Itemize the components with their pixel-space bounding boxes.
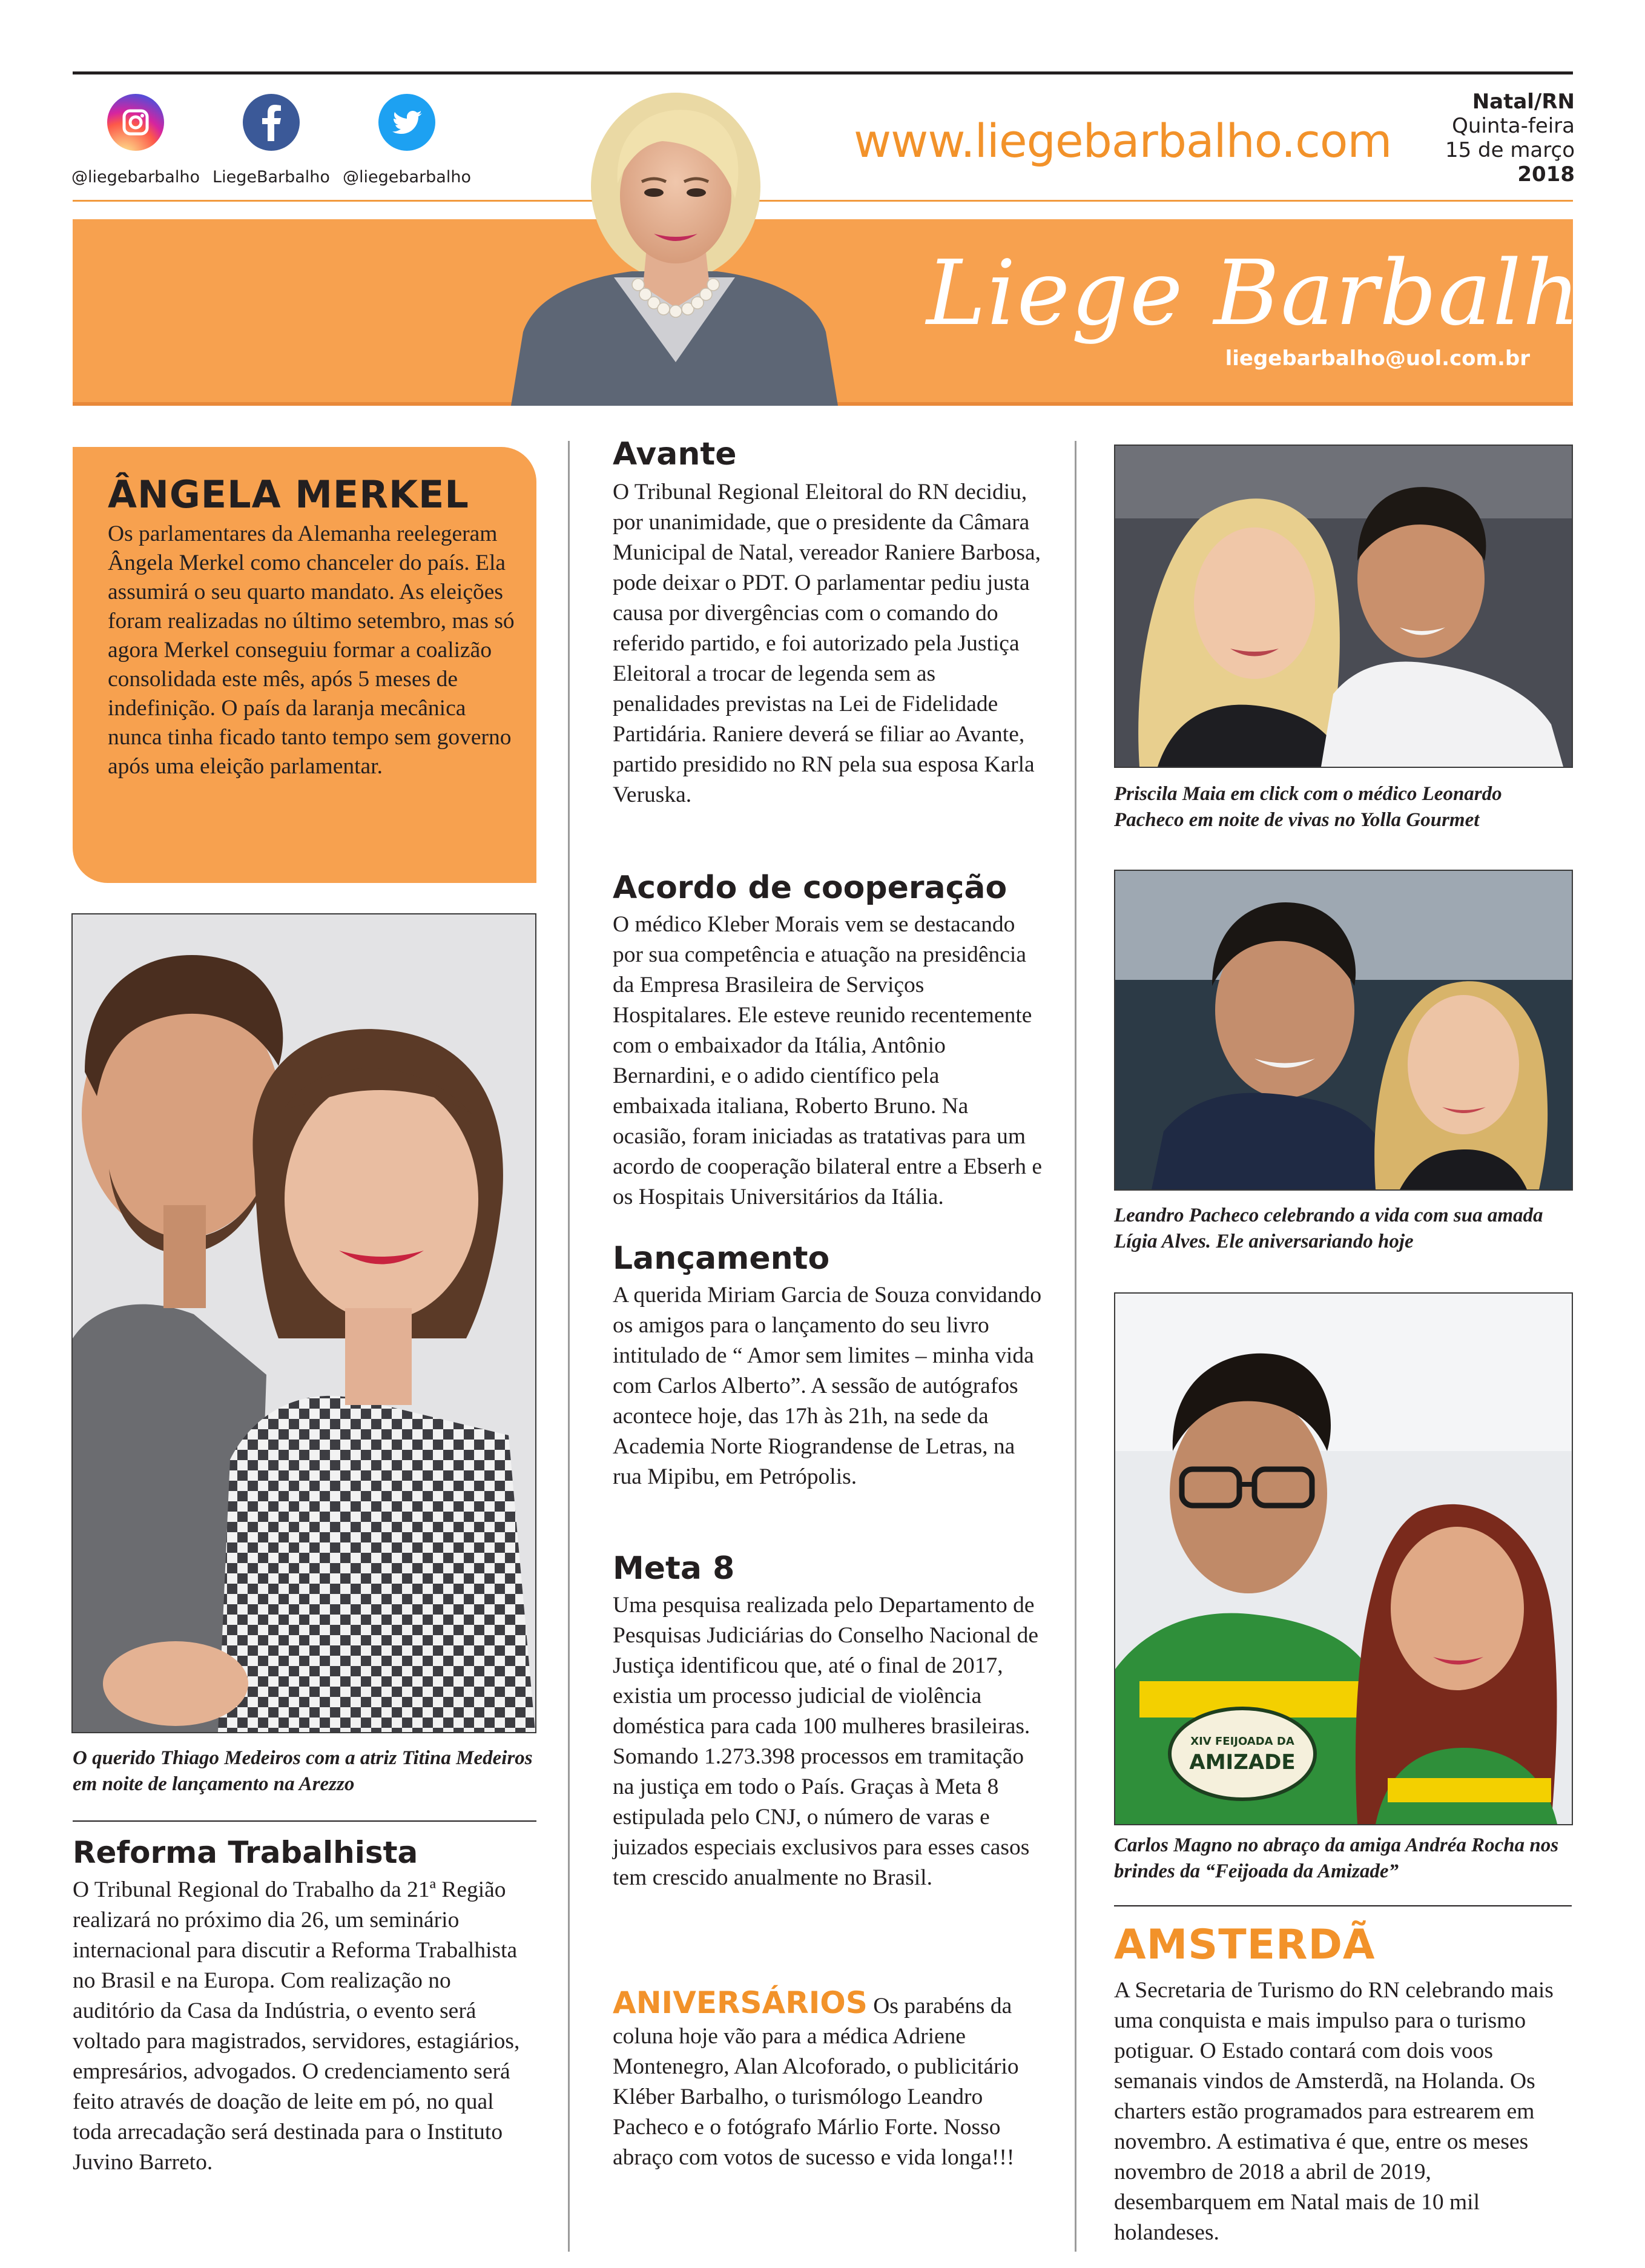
column-divider-1 bbox=[568, 441, 570, 2252]
aniversarios-text: Os parabéns da coluna hoje vão para a médica Adriene Montenegro, Alan Alcoforado, o publicitário Kléber Barbalho, o turismólogo Leandro Pacheco e o fotógrafo Márlio Forte. Nosso abraço com votos de sucesso e vida longa!!! bbox=[613, 1994, 1019, 2170]
merkel-box bbox=[73, 447, 536, 883]
meta-title: Meta 8 bbox=[613, 1550, 735, 1587]
lancamento-text: A querida Miriam Garcia de Souza convidando os amigos para o lançamento do seu livro intitulado de “ Amor sem limites – minha vida com Carlos Alberto”. A sessão de autógrafos acontece hoje, das 17h às 21h, na sede da Academia Norte Riograndense de Letras, na rua Mipibu, em Petrópolis. bbox=[613, 1283, 1042, 1489]
instagram-icon bbox=[107, 94, 164, 151]
photo-leandro-ligia bbox=[1114, 870, 1573, 1191]
date-block bbox=[1445, 90, 1575, 187]
twitter-link[interactable] bbox=[334, 94, 480, 187]
reforma-text: O Tribunal Regional do Trabalho da 21ª Região realizará no próximo dia 26, um seminário internacional para discutir a Reforma Trabalhista no Brasil e na Europa. Com realização no auditório da Casa da Indústria, o evento será voltado para magistrados, servidores, estagiários, empresários, advogados. O credenciamento será feito através de doação de leite em pó, no qual toda arrecadação será destinada para o Instituto Juvino Barreto. bbox=[73, 1877, 520, 2175]
top-rule bbox=[73, 71, 1573, 74]
amsterda-text: A Secretaria de Turismo do RN celebrando mais uma conquista e mais impulso para o turismo potiguar. O Estado contará com dois voos semanais vindos de Amsterdã, na Holanda. Os charters estão programados para estrearem em novembro. A estimativa é que, entre os meses novembro de 2018 a abril de 2019, desembarquem em Natal mais de 10 mil holandeses. bbox=[1114, 1978, 1554, 2245]
weekday: Quinta-feira bbox=[1452, 114, 1575, 138]
caption-priscila-leonardo: Priscila Maia em click com o médico Leonardo Pacheco em noite de vivas no Yolla Gourmet bbox=[1114, 783, 1502, 831]
instagram-handle: @liegebarbalho bbox=[71, 168, 200, 187]
acordo-text: O médico Kleber Morais vem se destacando por sua competência e atuação na presidência da Empresa Brasileira de Serviços Hospitalares. Ele esteve reunido recentemente com o embaixador da Itália, Antônio Bernardini, e o adido científico pela embaixada italiana, Roberto Bruno. Na ocasião, foram iniciadas as tratativas para um acordo de cooperação bilateral entre a Ebserh e os Hospitais Universitários da Itália. bbox=[613, 912, 1042, 1209]
avante-text: O Tribunal Regional Eleitoral do RN decidiu, por unanimidade, que o presidente da Câmara Municipal de Natal, vereador Raniere Barbosa, pode deixar o PDT. O parlamentar pediu justa causa por divergências com o comando do referido partido, e foi autorizado pela Justiça Eleitoral a trocar de legenda sem as penalidades previstas na Lei de Fidelidade Partidária. Raniere deverá se filiar ao Avante, partido presidido no RN pela sua esposa Karla Veruska. bbox=[613, 480, 1041, 807]
shirt-text-1: XIV FEIJOADA DA bbox=[1190, 1735, 1294, 1748]
amsterda-title: AMSTERDÃ bbox=[1114, 1921, 1376, 1969]
lancamento-title: Lançamento bbox=[613, 1240, 830, 1277]
shirt-text-2: AMIZADE bbox=[1189, 1750, 1296, 1774]
avante-title: Avante bbox=[613, 436, 737, 472]
date: 15 de março bbox=[1445, 138, 1575, 162]
instagram-link[interactable] bbox=[63, 94, 208, 187]
year: 2018 bbox=[1517, 162, 1575, 187]
city: Natal/RN bbox=[1472, 90, 1575, 114]
photo-carlos-andrea bbox=[1114, 1292, 1573, 1825]
acordo-title: Acordo de cooperação bbox=[613, 870, 1007, 906]
facebook-link[interactable] bbox=[199, 94, 344, 187]
amsterda-rule bbox=[1114, 1905, 1572, 1906]
aniversarios-paragraph bbox=[613, 1985, 1043, 2173]
aniversarios-title: ANIVERSÁRIOS bbox=[613, 1985, 868, 2020]
twitter-handle: @liegebarbalho bbox=[343, 168, 471, 187]
twitter-icon bbox=[378, 94, 435, 151]
caption-carlos-andrea: Carlos Magno no abraço da amiga Andréa Rocha nos brindes da “Feijoada da Amizade” bbox=[1114, 1834, 1559, 1882]
merkel-title: ÂNGELA MERKEL bbox=[108, 472, 469, 517]
facebook-handle: LiegeBarbalho bbox=[213, 168, 330, 187]
merkel-text: Os parlamentares da Alemanha reelegeram Ângela Merkel como chanceler do país. Ela assumirá o seu quarto mandato. As eleições foram realizadas no último setembro, mas só agora Merkel conseguiu formar a coalizão consolidada este mês, após 5 meses de indefinição. O país da laranja mecânica nunca tinha ficado tanto tempo sem governo após uma eleição parlamentar. bbox=[108, 521, 515, 779]
column-divider-2 bbox=[1075, 441, 1076, 2252]
email-link[interactable]: liegebarbalho@uol.com.br bbox=[1225, 346, 1530, 371]
caption-thiago-titina: O querido Thiago Medeiros com a atriz Titina Medeiros em noite de lançamento na Arezzo bbox=[73, 1747, 533, 1795]
column-title: Liege Barbalho bbox=[926, 241, 1637, 345]
website-link[interactable]: www.liegebarbalho.com bbox=[854, 114, 1392, 168]
caption-leandro-ligia: Leandro Pacheco celebrando a vida com sua amada Lígia Alves. Ele aniversariando hoje bbox=[1114, 1205, 1543, 1252]
photo-thiago-titina bbox=[71, 913, 536, 1733]
photo-priscila-leonardo bbox=[1114, 445, 1573, 768]
reforma-title: Reforma Trabalhista bbox=[73, 1835, 418, 1870]
reforma-rule bbox=[73, 1820, 536, 1822]
columnist-portrait bbox=[511, 78, 838, 406]
facebook-icon bbox=[243, 94, 300, 151]
meta-text: Uma pesquisa realizada pelo Departamento de Pesquisas Judiciárias do Conselho Nacional de Justiça identificou que, até o final de 2017, existia um processo judicial de violência doméstica para cada 100 mulheres brasileiras. Somando 1.273.398 processos em tramitação na justiça em todo o País. Graças à Meta 8 estipulada pelo CNJ, o número de varas e juizados especiais exclusivos para esses casos tem crescido anualmente no Brasil. bbox=[613, 1593, 1038, 1890]
